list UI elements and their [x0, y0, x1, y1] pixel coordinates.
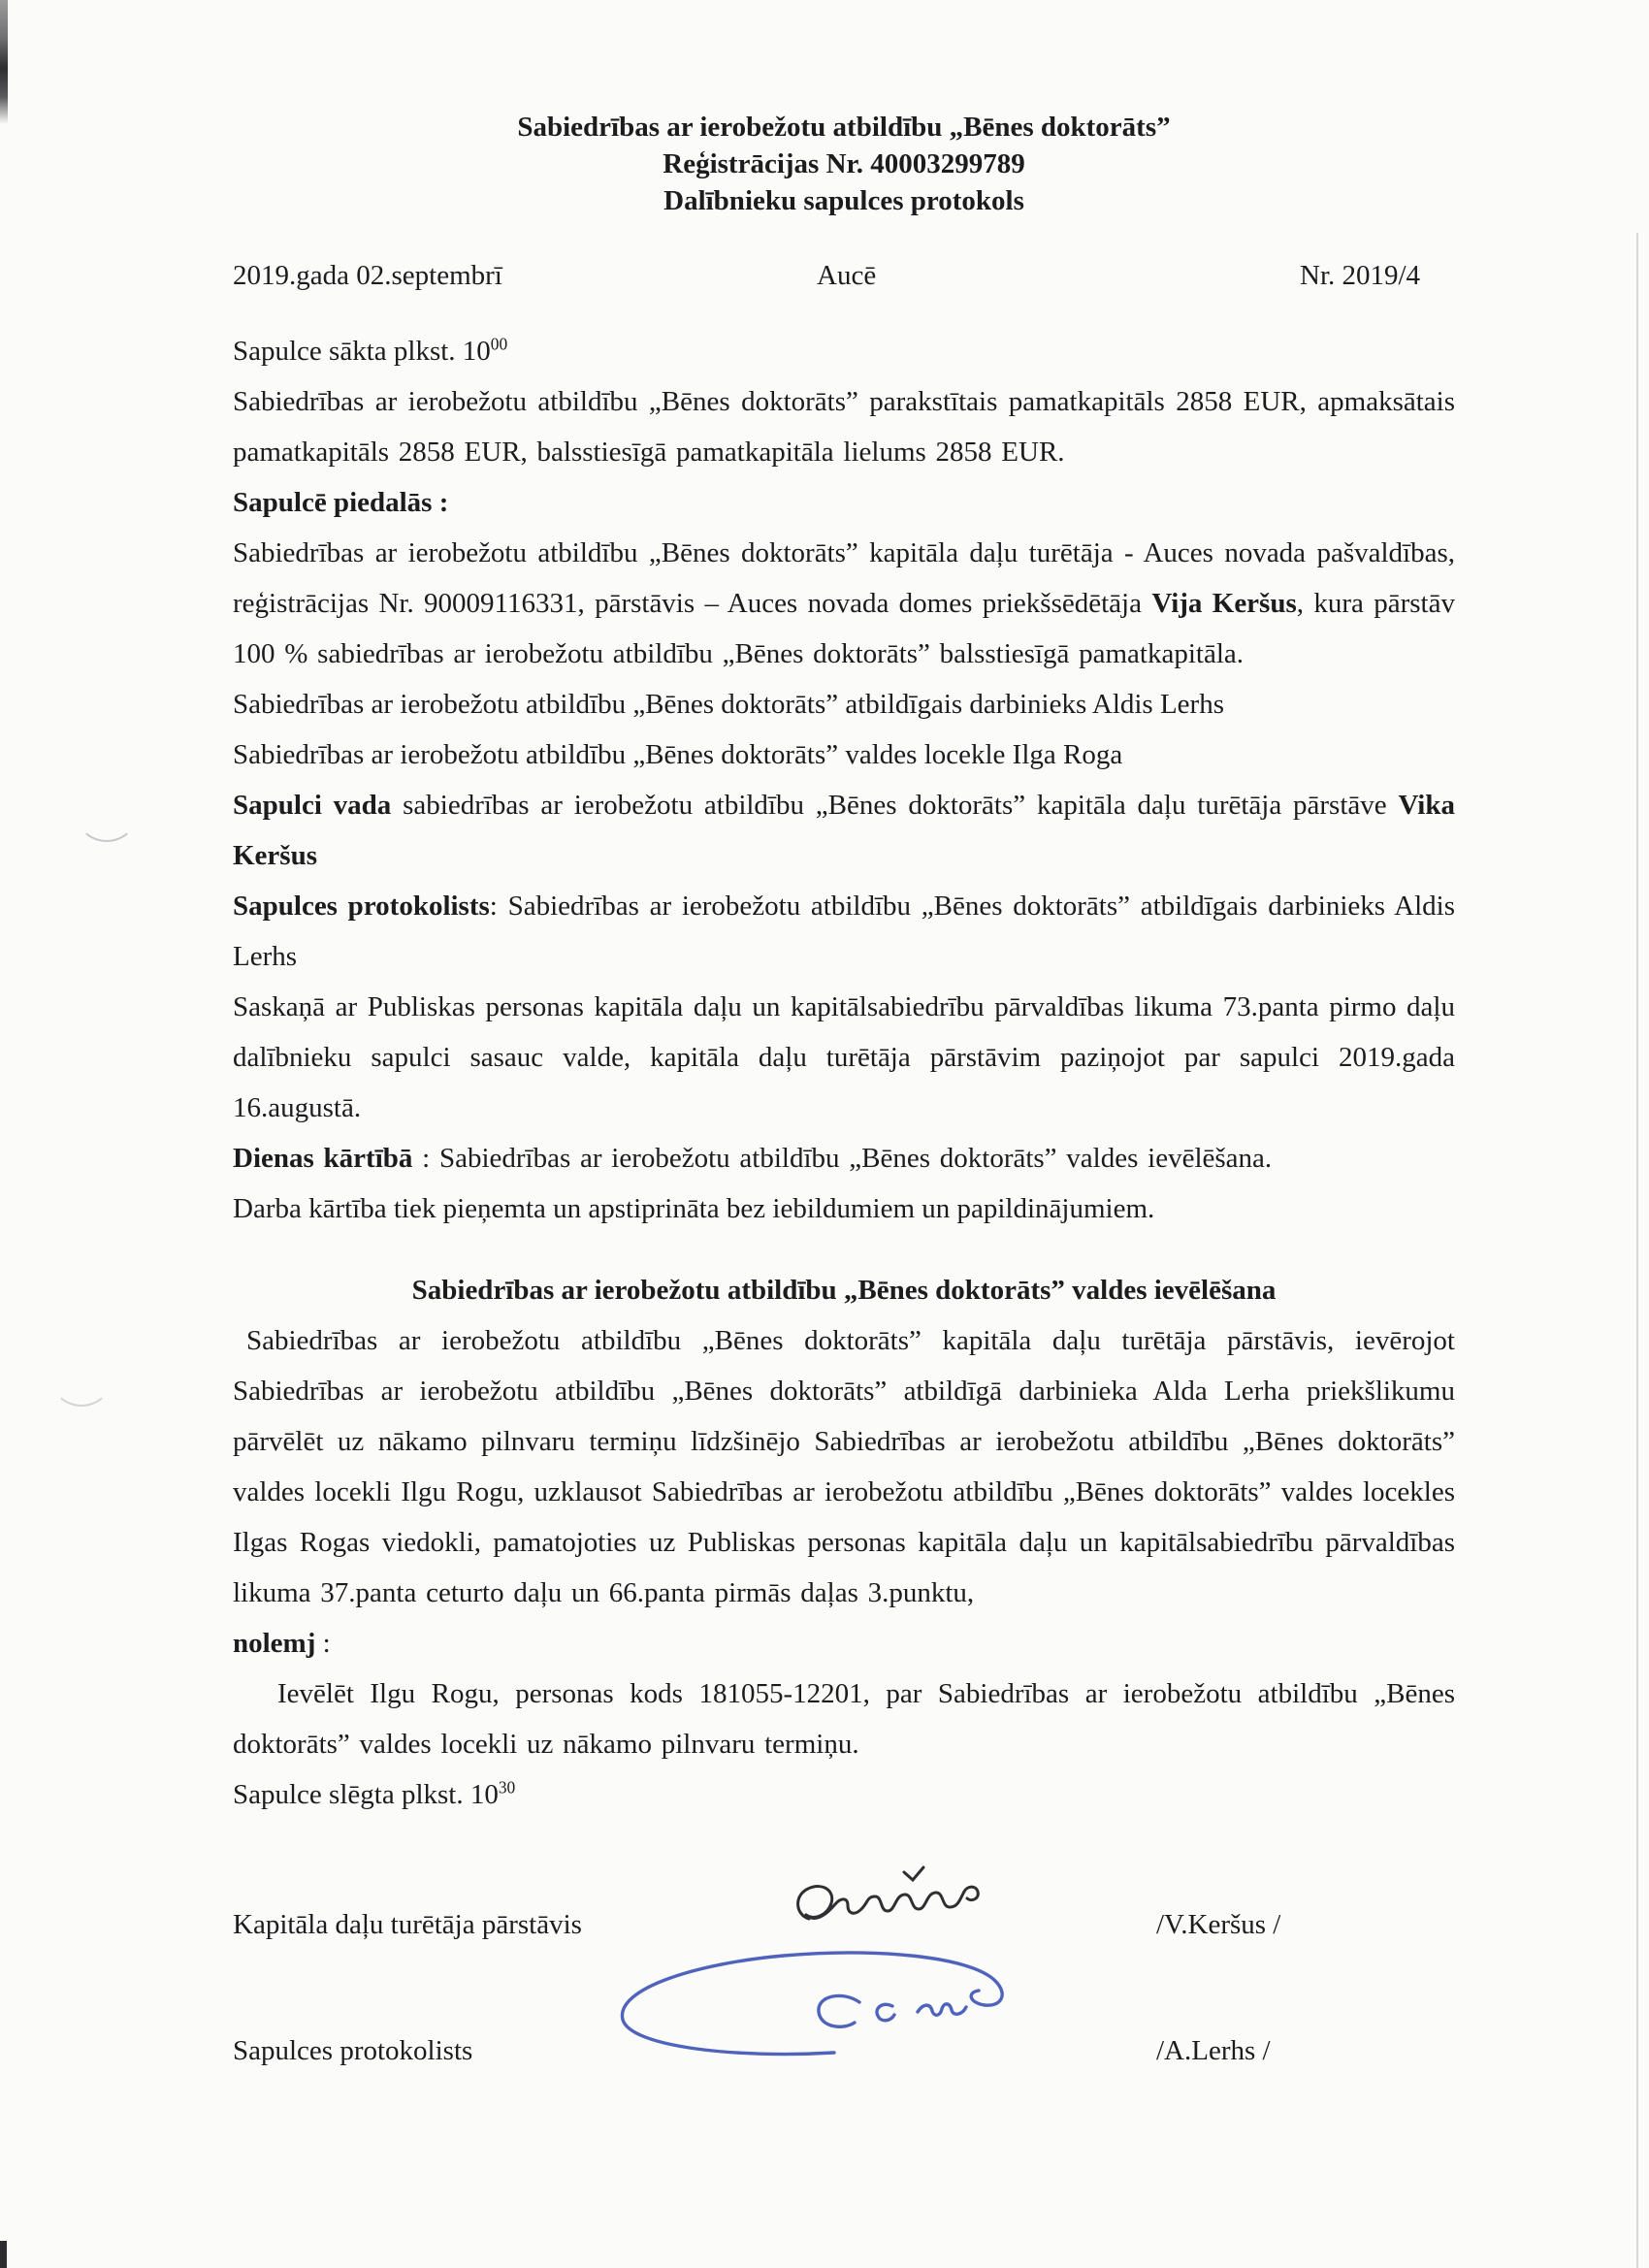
signature-block [233, 1874, 1455, 2243]
signature-label-secretary: Sapulces protokolists [233, 2035, 473, 2066]
alerhs-signature-autograph [609, 1946, 1017, 2068]
section-heading: Sabiedrības ar ierobežotu atbildību „Bēnes doktorāts” valdes ievēlēšana [411, 1275, 1277, 1306]
document-content [233, 109, 1455, 2243]
para-capital: Sabiedrības ar ierobežotu atbildību „Bēnes doktorāts” parakstītais pamatkapitāls 2858 EUR, apmaksātais pamatkapitāls 2858 EUR, balsstiesīgā pamatkapitāla lielums 2858 EUR. [233, 386, 1455, 468]
signature-name-alerhs: /A.Lerhs / [1156, 2035, 1271, 2066]
para-holder: Sabiedrības ar ierobežotu atbildību „Bēnes doktorāts” kapitāla daļu turētāja - Auces novada pašvaldības, reģistrācijas Nr. 90009116331, pārstāvis – Auces novada domes priekšsēdētāja Vija Keršus, kura pārstāv 100 % sabiedrības ar ierobežotu atbildību „Bēnes doktorāts” balsstiesīgā pamatkapitāla. [233, 537, 1455, 669]
vkersus-signature-autograph [776, 1855, 989, 1948]
para-decides: nolemj : [233, 1628, 331, 1659]
meta-date: 2019.gada 02.septembrī [233, 260, 502, 291]
para-agenda: Dienas kārtībā : Sabiedrības ar ierobežotu atbildību „Bēnes doktorāts” valdes ievēlēšana. [233, 1143, 1273, 1174]
para-employee: Sabiedrības ar ierobežotu atbildību „Bēnes doktorāts” atbildīgais darbinieks Aldis Lerhs [233, 689, 1224, 720]
body-paragraphs [233, 326, 1455, 1234]
para-secretary: Sapulces protokolists: Sabiedrības ar ierobežotu atbildību „Bēnes doktorāts” atbildīgais darbinieks Aldis Lerhs [233, 891, 1455, 972]
decision-paragraphs [233, 1315, 1455, 1820]
registration-number: Reģistrācijas Nr. 40003299789 [663, 148, 1025, 179]
para-chairperson: Sapulci vada sabiedrības ar ierobežotu atbildību „Bēnes doktorāts” kapitāla daļu turētāja pārstāve Vika Keršus [233, 790, 1455, 871]
para-proposal: Sabiedrības ar ierobežotu atbildību „Bēnes doktorāts” kapitāla daļu turētāja pārstāvis, ievērojot Sabiedrības ar ierobežotu atbildību „Bēnes doktorāts” atbildīgā darbinieka Alda Lerha priekšlikumu pārvēlēt uz nākamo pilnvaru termiņu līdzšinējo Sabiedrības ar ierobežotu atbildību „Bēnes doktorāts” valdes locekli Ilgu Rogu, uzklausot Sabiedrības ar ierobežotu atbildību „Bēnes doktorāts” valdes locekles Ilgas Rogas viedokli, pamatojoties uz Publiskas personas kapitāla daļu un kapitālsabiedrību pārvaldības likuma 37.panta ceturto daļu un 66.panta pirmās daļas 3.punktu, [233, 1325, 1455, 1608]
para-legal-basis: Saskaņā ar Publiskas personas kapitāla daļu un kapitālsabiedrību pārvaldības likuma 73.panta pirmo daļu dalībnieku sapulci sasauc valde, kapitāla daļu turētāja pārstāvim paziņojot par sapulci 2019.gada 16.augustā. [233, 991, 1455, 1123]
scan-artifact-top-left-edge [0, 0, 8, 124]
para-participants-heading: Sapulcē piedalās : [233, 487, 449, 518]
document-title-block [233, 109, 1455, 219]
para-meeting-start: Sapulce sākta plkst. $10^{00}$ [233, 334, 508, 367]
scan-artifact-margin-mark-1 [78, 792, 136, 842]
scan-artifact-margin-mark-2 [52, 1356, 111, 1407]
scan-artifact-page-edge-line [1636, 233, 1638, 2268]
meta-row [233, 260, 1455, 301]
signature-name-vkersus: /V.Keršus / [1156, 1909, 1281, 1940]
para-meeting-closed: Sapulce slēgta plkst. $10^{30}$ [233, 1777, 516, 1810]
meta-protocol-number: Nr. 2019/4 [1300, 260, 1421, 291]
company-name-title: Sabiedrības ar ierobežotu atbildību „Bēnes doktorāts” [517, 112, 1171, 143]
document-type-title: Dalībnieku sapulces protokols [663, 185, 1024, 216]
meta-place: Aucē [817, 260, 877, 291]
scan-artifact-bottom-left-edge [0, 2241, 7, 2268]
signature-label-holder-representative: Kapitāla daļu turētāja pārstāvis [233, 1909, 582, 1940]
para-decision: Ievēlēt Ilgu Rogu, personas kods 181055-12201, par Sabiedrības ar ierobežotu atbildību „Bēnes doktorāts” valdes locekli uz nākamo pilnvaru termiņu. [233, 1678, 1455, 1760]
para-agenda-approved: Darba kārtība tiek pieņemta un apstiprināta bez iebildumiem un papildinājumiem. [233, 1193, 1155, 1224]
para-board-member: Sabiedrības ar ierobežotu atbildību „Bēnes doktorāts” valdes locekle Ilga Roga [233, 739, 1123, 770]
